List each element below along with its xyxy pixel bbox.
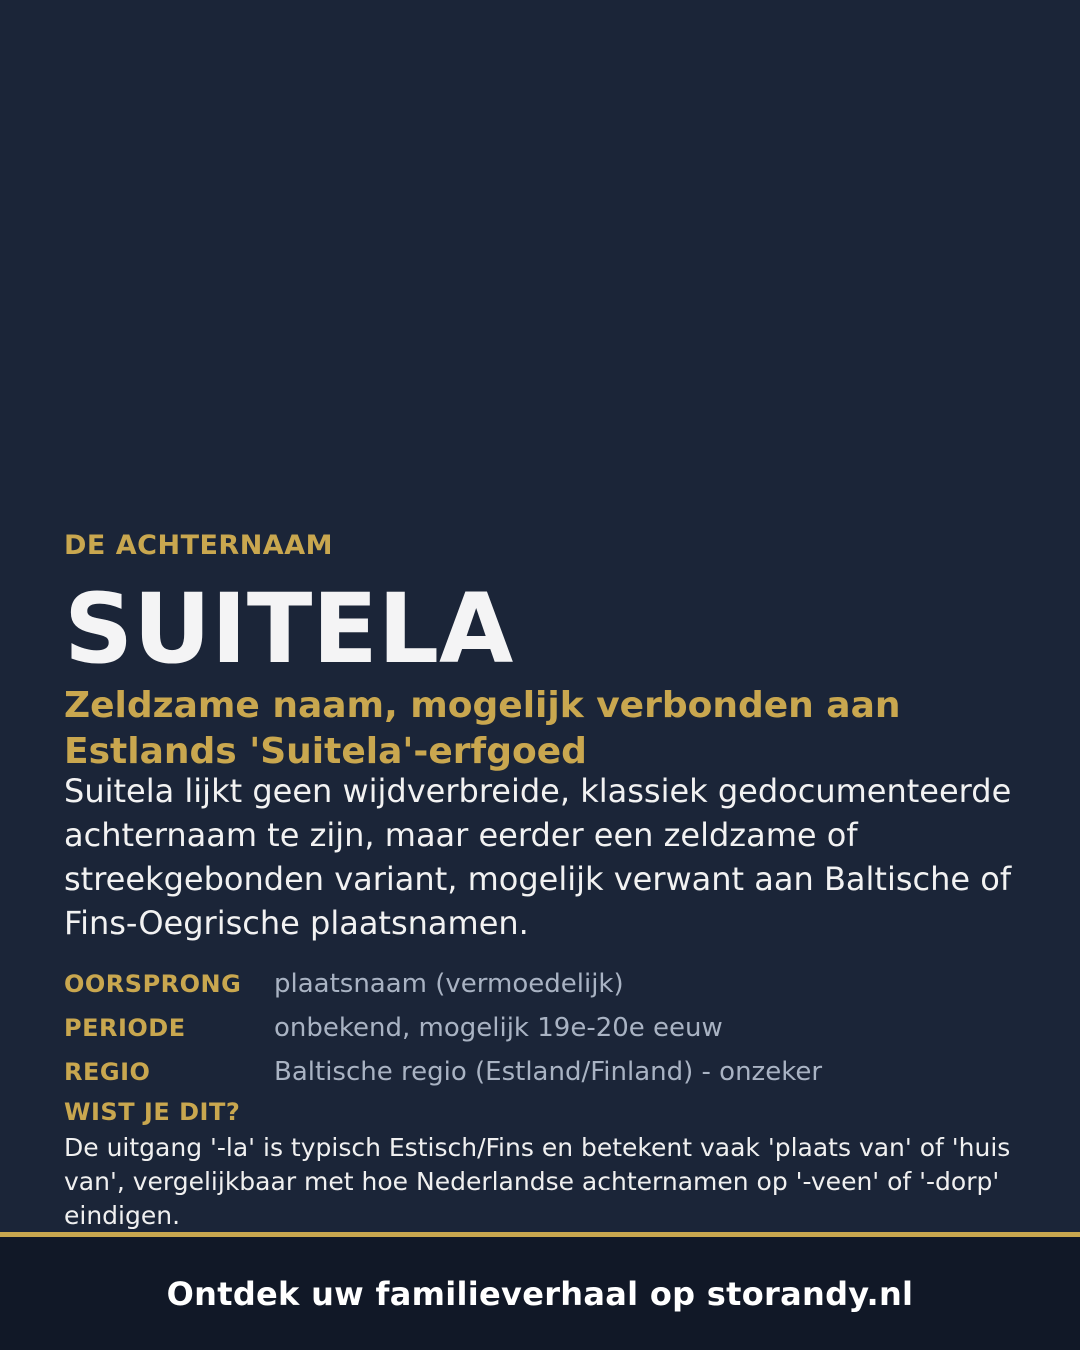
fact-label: OORSPRONG xyxy=(64,970,242,998)
description: Suitela lijkt geen wijdverbreide, klassiek gedocumenteerde achternaam te zijn, maar eerder een zeldzame of streekgebonden variant, mogelijk verwant aan Baltische of Fins-Oegrische plaatsnamen. xyxy=(64,772,1012,942)
fact-value: Baltische regio (Estland/Finland) - onzeker xyxy=(274,1057,823,1087)
fact-label: REGIO xyxy=(64,1058,151,1086)
fact-value: plaatsnaam (vermoedelijk) xyxy=(274,969,624,999)
fact-label: PERIODE xyxy=(64,1014,186,1042)
surname-title: SUITELA xyxy=(64,573,514,685)
eyebrow-label: DE ACHTERNAAM xyxy=(64,530,333,561)
tagline: Zeldzame naam, mogelijk verbonden aan Estlands 'Suitela'-erfgoed xyxy=(64,685,901,772)
footer-cta-text: Ontdek uw familieverhaal op storandy.nl xyxy=(166,1274,914,1313)
fact-row-period xyxy=(64,1006,822,1050)
did-you-know-title: WIST JE DIT? xyxy=(64,1098,241,1126)
did-you-know-text: De uitgang '-la' is typisch Estisch/Fins en betekent vaak 'plaats van' of 'huis van', vergelijkbaar met hoe Nederlandse achternamen op '-veen' of '-dorp' eindigen. xyxy=(64,1133,1011,1230)
fact-value: onbekend, mogelijk 19e-20e eeuw xyxy=(274,1013,723,1043)
facts-list xyxy=(64,962,822,1094)
footer-banner xyxy=(0,1237,1080,1350)
fact-row-origin xyxy=(64,962,822,1006)
fact-row-region xyxy=(64,1050,822,1094)
